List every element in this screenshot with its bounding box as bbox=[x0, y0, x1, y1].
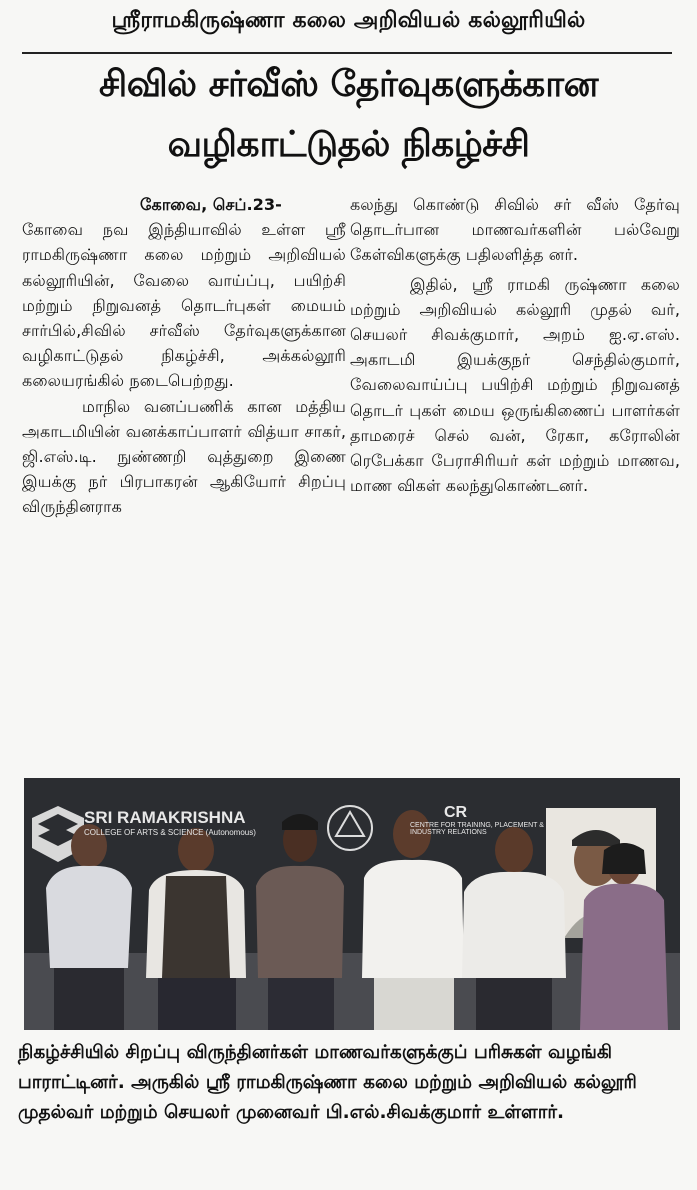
headline-line-1: சிவில் சர்வீஸ் தேர்வுகளுக்கான bbox=[99, 64, 598, 105]
col1-paragraph-2: மாநில வனப்பணிக் கான மத்திய அகாடமியின் வனக்காப்பாளர் வித்யா சாகர், ஜி.எஸ்.டி. நுண்ணறி வுத்துறை இணை இயக்கு நர் பிரபாகரன் ஆகியோர் சிறப்பு விருந்தினராக bbox=[22, 396, 346, 517]
banner-centre-name: CENTRE FOR TRAINING, PLACEMENT & INDUSTRY RELATIONS bbox=[410, 822, 544, 836]
headline-line-2: வழிகாட்டுதல் நிகழ்ச்சி bbox=[167, 124, 530, 165]
kicker-headline: ஸ்ரீராமகிருஷ்ணா கலை அறிவியல் கல்லூரியில் bbox=[111, 8, 586, 33]
banner-cr: CR bbox=[444, 804, 468, 821]
banner-college-name: SRI RAMAKRISHNA bbox=[84, 808, 246, 827]
col1-paragraph-1: கோவை நவ இந்தியாவில் உள்ள ஸ்ரீ ராமகிருஷ்ணா கலை மற்றும் அறிவியல் கல்லூரியின், வேலை வாய்ப்பு, பயிற்சி மற்றும் நிறுவனத் தொடர்புகள் மையம் சார்பில்,சிவில் சர்வீஸ் தேர்வுகளுக்கான வழிகாட்டுதல் நிகழ்ச்சி, அக்கல்லூரி கலையரங்கில் நடைபெற்றது. bbox=[22, 220, 346, 391]
article-column-1 bbox=[22, 192, 346, 520]
banner-college-sub: COLLEGE OF ARTS & SCIENCE (Autonomous) bbox=[84, 828, 256, 837]
dateline: கோவை, செப்.23- bbox=[140, 195, 282, 214]
caption-text: நிகழ்ச்சியில் சிறப்பு விருந்தினர்கள் மாணவர்களுக்குப் பரிசுகள் வழங்கி பாராட்டினர். அருகில் ஸ்ரீ ராமகிருஷ்ணா கலை மற்றும் அறிவியல் கல்லூரி முதல்வர் மற்றும் செயலர் முனைவர் பி.எல்.சிவக்குமார் உள்ளார். bbox=[18, 1042, 637, 1123]
photo-caption bbox=[18, 1038, 683, 1128]
col2-paragraph-2: இதில், ஸ்ரீ ராமகி ருஷ்ணா கலை மற்றும் அறிவியல் கல்லூரி முதல் வர், செயலர் சிவக்குமார், அறம் ஐ.ஏ.எஸ். அகாடமி இயக்குநர் செந்தில்குமார், வேலைவாய்ப்பு பயிற்சி மற்றும் நிறுவனத் தொடர் புகள் மைய ஒருங்கிணைப் பாளர்கள் தாமரைச் செல் வன், ரேகா, கரோலின் ரெபேக்கா பேராசிரியர் கள் மற்றும் மாணவ, மாண விகள் கலந்துகொண்டனர். bbox=[350, 274, 680, 496]
news-photo bbox=[24, 778, 680, 1030]
kicker-rule bbox=[22, 52, 672, 54]
col2-paragraph-1: கலந்து கொண்டு சிவில் சர் வீஸ் தேர்வு தொடர்பான மாணவர்களின் பல்வேறு கேள்விகளுக்கு பதிலளித்த னர். bbox=[350, 195, 680, 265]
article-column-2 bbox=[350, 192, 680, 498]
